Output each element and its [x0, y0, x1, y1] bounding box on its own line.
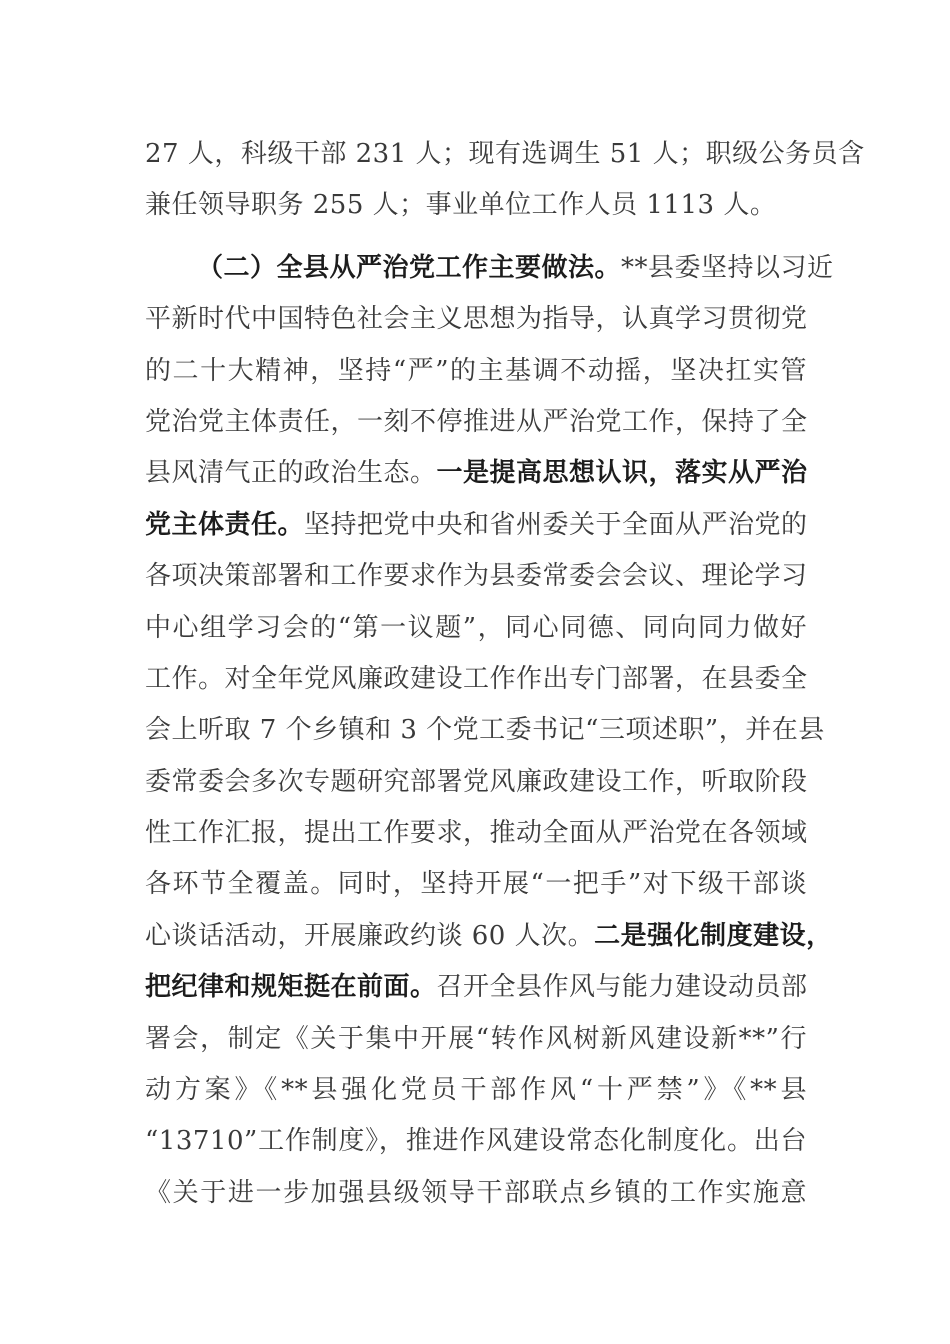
text-line: 各环节全覆盖。同时，坚持开展“一把手”对下级干部谈 — [145, 869, 807, 900]
text-line — [145, 500, 807, 551]
text-line: 署会，制定《关于集中开展“转作风树新风建设新**”行 — [145, 1023, 807, 1054]
subheading-2-cont: 把纪律和规矩挺在前面。 — [145, 972, 437, 1003]
text-line: 会上听取 7 个乡镇和 3 个党工委书记“三项述职”，并在县 — [145, 715, 825, 746]
text-line: 性工作汇报，提出工作要求，推动全面从严治党在各领域 — [145, 818, 808, 849]
text-line: 各项决策部署和工作要求作为县委常委会会议、理论学习 — [145, 561, 808, 592]
text-line: 《关于进一步加强县级领导干部联点乡镇的工作实施意 — [145, 1177, 807, 1208]
text-line: 中心组学习会的“第一议题”，同心同德、同向同力做好 — [145, 612, 807, 643]
text-run: **县委坚持以习近 — [621, 252, 834, 283]
text-line: 27 人，科级干部 231 人；现有选调生 51 人；职级公务员含 — [145, 139, 865, 169]
text-line: 兼任领导职务 255 人；事业单位工作人员 1113 人。 — [145, 190, 777, 221]
text-run: 召开全县作风与能力建设动员部 — [436, 972, 808, 1003]
paragraph-gap — [145, 232, 807, 243]
text-line: 平新时代中国特色社会主义思想为指导，认真学习贯彻党 — [145, 304, 808, 335]
text-line: 委常委会多次专题研究部署党风廉政建设工作，听取阶段 — [145, 766, 808, 797]
text-run: 坚持把党中央和省州委关于全面从严治党的 — [304, 509, 808, 540]
text-line: 党治党主体责任，一刻不停推进从严治党工作，保持了全 — [145, 406, 808, 437]
body-text — [145, 129, 865, 1219]
section-heading: （二）全县从严治党工作主要做法。 — [197, 252, 622, 283]
text-line — [145, 448, 807, 499]
subheading-1-cont: 党主体责任。 — [145, 509, 305, 540]
text-run: 县风清气正的政治生态。 — [145, 458, 437, 489]
text-line: “13710”工作制度》，推进作风建设常态化制度化。出台 — [145, 1126, 807, 1157]
subheading-1: 一是提高思想认识，落实从严治 — [436, 458, 808, 489]
text-line — [145, 962, 807, 1013]
subheading-2: 二是强化制度建设， — [594, 920, 833, 951]
text-line — [145, 911, 833, 962]
text-line: 的二十大精神，坚持“严”的主基调不动摇，坚决扛实管 — [145, 355, 807, 386]
text-line: 工作。对全年党风廉政建设工作作出专门部署，在县委全 — [145, 663, 808, 694]
text-line — [145, 243, 834, 294]
text-run: 心谈话活动，开展廉政约谈 60 人次。 — [145, 920, 595, 951]
text-line: 动方案》《**县强化党员干部作风“十严禁”》《**县 — [145, 1075, 807, 1106]
